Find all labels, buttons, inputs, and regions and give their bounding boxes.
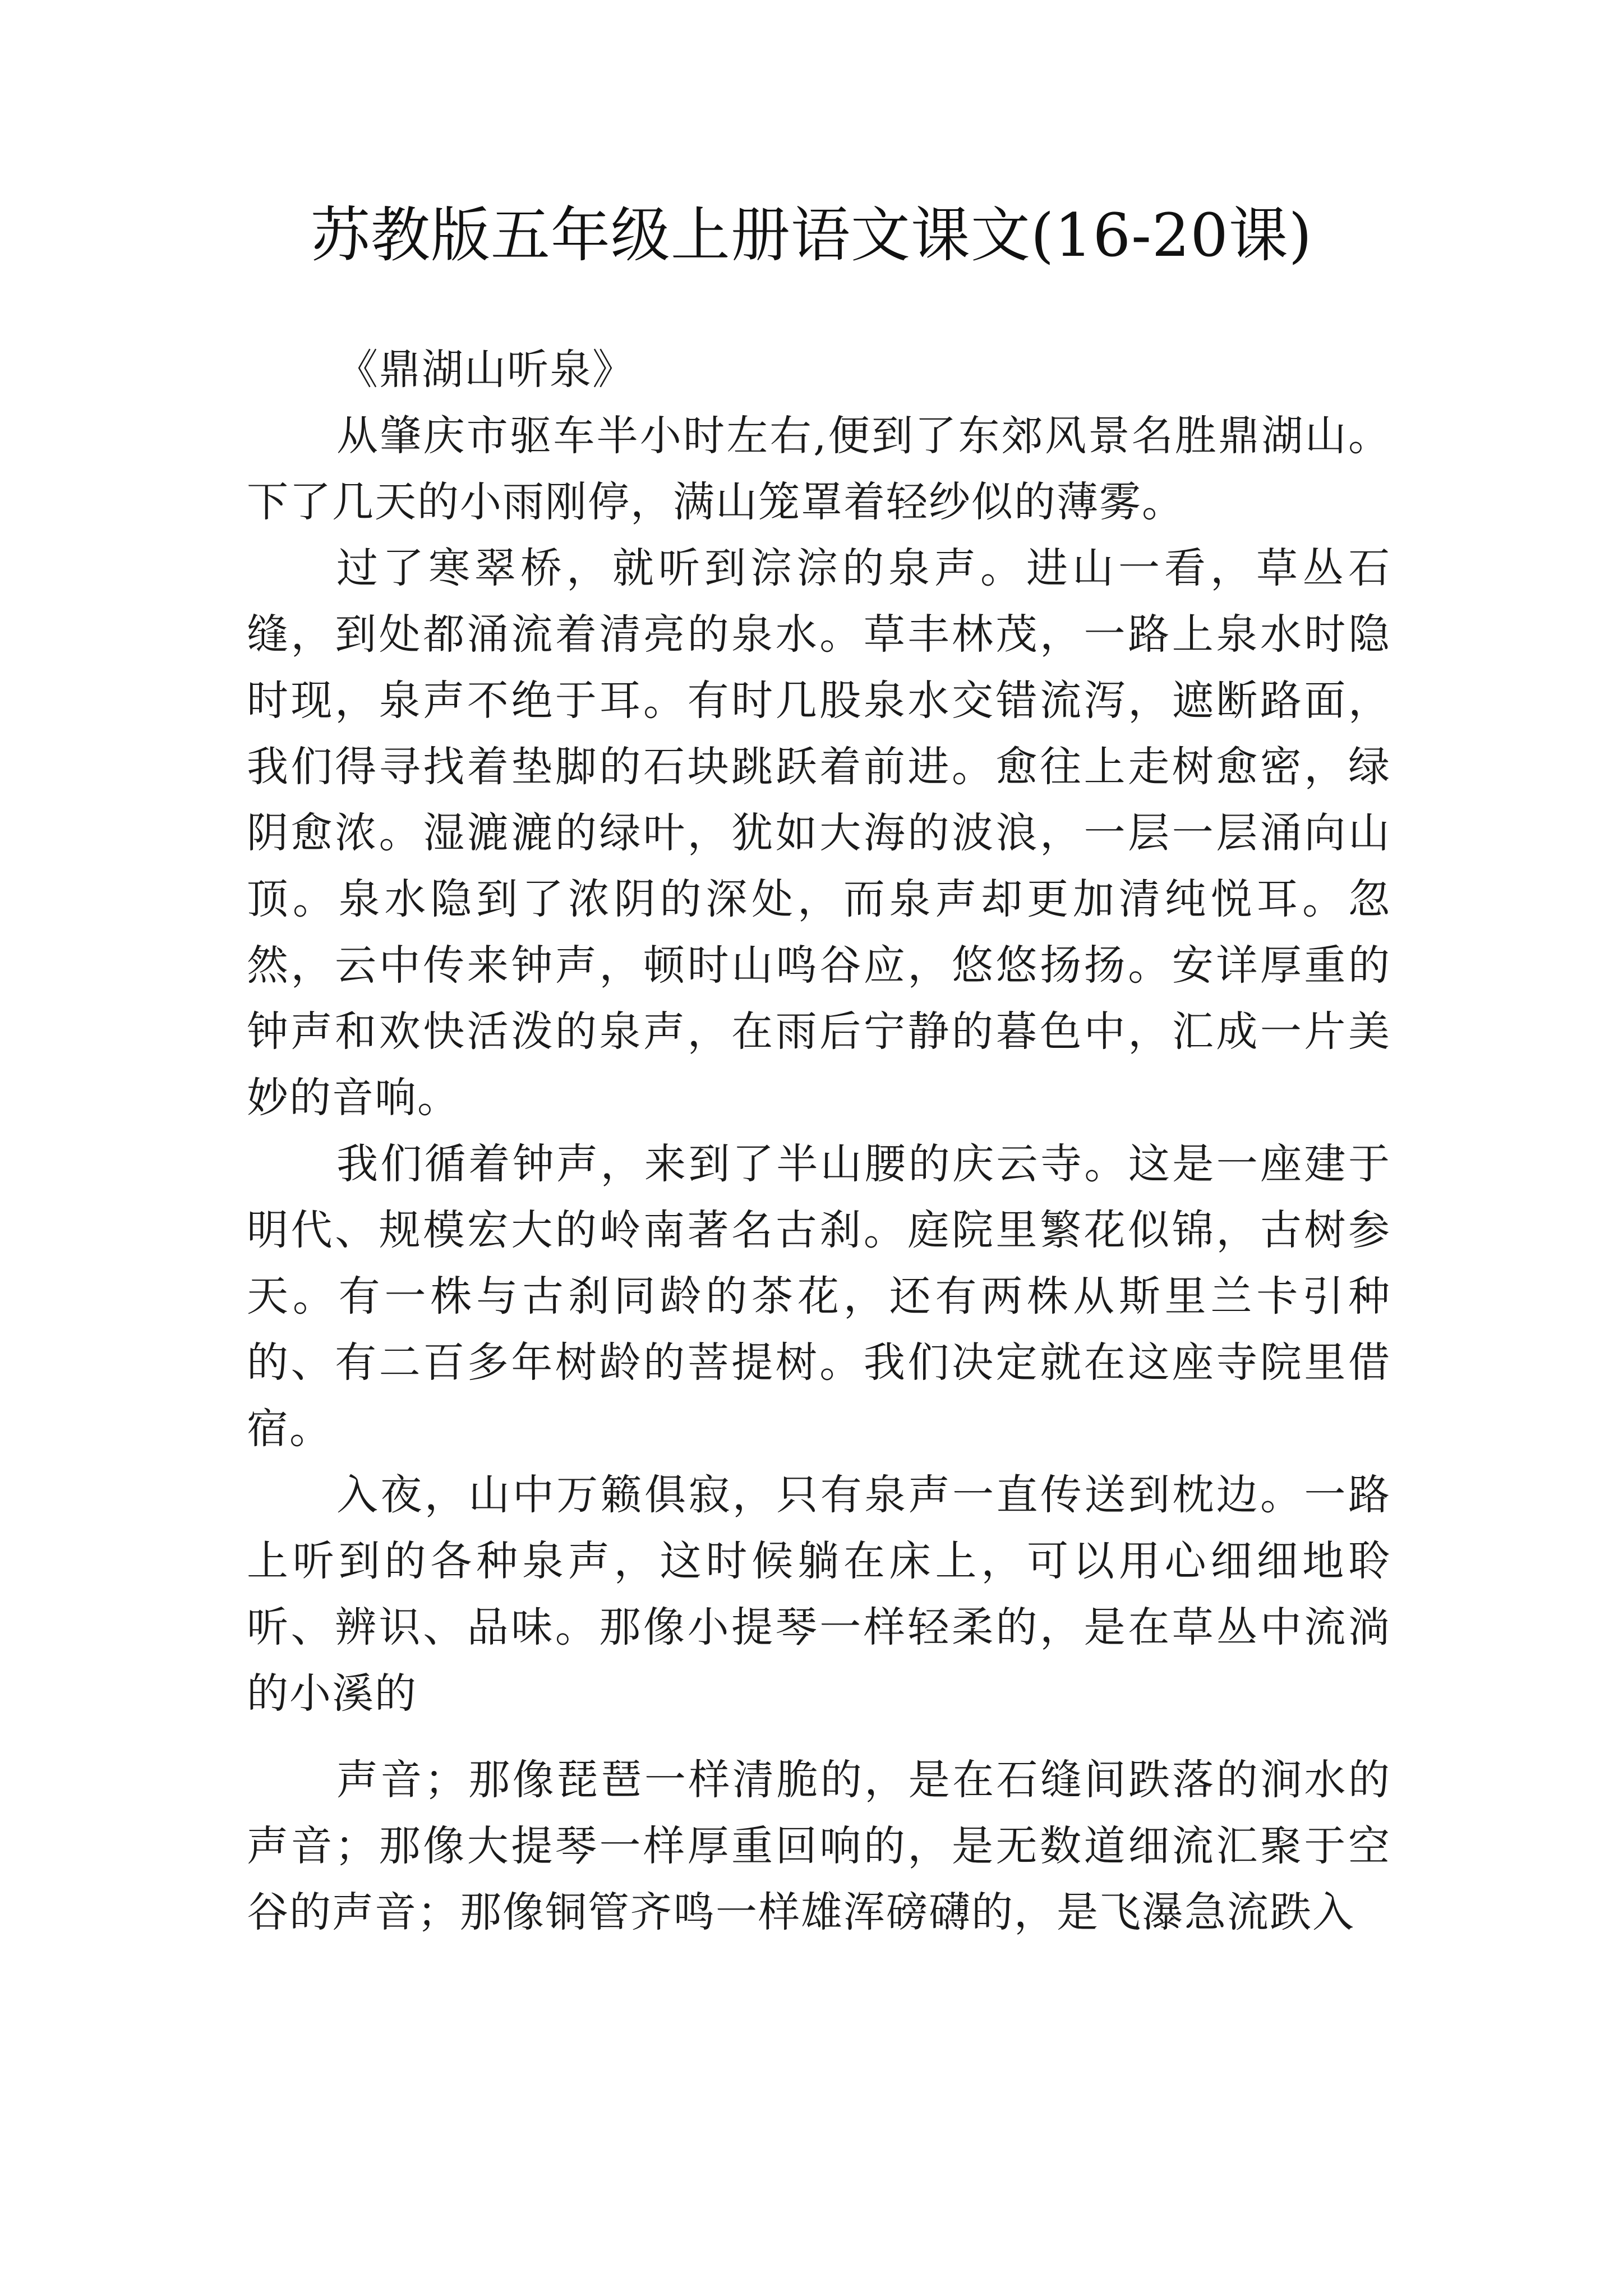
paragraph-3: 我们循着钟声，来到了半山腰的庆云寺。这是一座建于明代、规模宏大的岭南著名古刹。庭院里繁花似锦，古树参天。有一株与古刹同龄的茶花，还有两株从斯里兰卡引种的、有二百多年树龄的菩提树。我们决定就在这座寺院里借宿。 <box>247 1140 1391 1453</box>
paragraph-gap <box>247 1727 1391 1747</box>
paragraph-5: 声音；那像琵琶一样清脆的，是在石缝间跌落的涧水的声音；那像大提琴一样厚重回响的，是无数道细流汇聚于空谷的声音；那像铜管齐鸣一样雄浑磅礴的，是飞瀑急流跌入 <box>247 1756 1391 1936</box>
document-title: 苏教版五年级上册语文课文(16-20课) <box>310 201 1313 270</box>
lesson-title: 《鼎湖山听泉》 <box>336 346 635 394</box>
document-body <box>247 337 1391 1945</box>
paragraph-1: 从肇庆市驱车半小时左右,便到了东郊风景名胜鼎湖山。下了几天的小雨刚停，满山笼罩着轻纱似的薄雾。 <box>247 412 1391 526</box>
paragraph-4: 入夜，山中万籁俱寂，只有泉声一直传送到枕边。一路上听到的各种泉声，这时候躺在床上，可以用心细细地聆听、辨识、品味。那像小提琴一样轻柔的，是在草丛中流淌的小溪的 <box>247 1471 1391 1718</box>
paragraph-2: 过了寒翠桥，就听到淙淙的泉声。进山一看，草丛石缝，到处都涌流着清亮的泉水。草丰林茂，一路上泉水时隐时现，泉声不绝于耳。有时几股泉水交错流泻，遮断路面，我们得寻找着垫脚的石块跳跃着前进。愈往上走树愈密，绿阴愈浓。湿漉漉的绿叶，犹如大海的波浪，一层一层涌向山顶。泉水隐到了浓阴的深处，而泉声却更加清纯悦耳。忽然，云中传来钟声，顿时山鸣谷应，悠悠扬扬。安详厚重的钟声和欢快活泼的泉声，在雨后宁静的暮色中，汇成一片美妙的音响。 <box>247 544 1391 1122</box>
